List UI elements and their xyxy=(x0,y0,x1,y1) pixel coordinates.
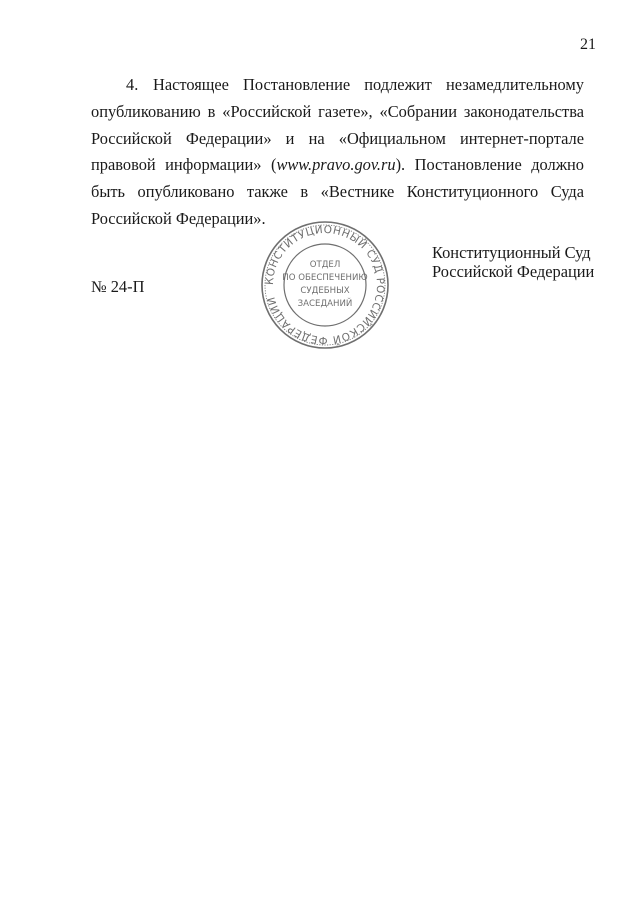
court-stamp-seal xyxy=(260,220,390,350)
stamp-inner-line-3: СУДЕБНЫХ xyxy=(300,286,350,296)
paragraph-text-start: Настоящее Постановление подлежит незамедлительному опубликованию в «Российской газете», «Собрании законодательства Российской Федерации» и на «Официальном интернет-портале правовой информации» ( xyxy=(91,75,584,175)
signature-line-2: Российской Федерации xyxy=(432,262,595,281)
signature-block xyxy=(432,243,594,281)
stamp-inner-line-2: ПО ОБЕСПЕЧЕНИЮ xyxy=(282,273,368,283)
decision-number: № 24-П xyxy=(91,277,145,296)
stamp-inner-line-1: ОТДЕЛ xyxy=(309,260,341,270)
stamp-outer-ring xyxy=(262,222,388,348)
signature-line-1: Конституционный Суд xyxy=(432,243,591,262)
page-number: 21 xyxy=(580,36,596,53)
stamp-outer-text: КОНСТИТУЦИОННЫЙ СУД РОССИЙСКОЙ ФЕДЕРАЦИИ xyxy=(263,223,387,347)
body-paragraph xyxy=(91,72,584,233)
website-url: www.pravo.gov.ru xyxy=(276,155,396,175)
paragraph-number: 4. xyxy=(126,75,139,94)
paragraph-text-end: ). Постановление должно быть опубликовано также в «Вестнике Конституционного Суда Российской Федерации». xyxy=(91,155,584,228)
stamp-inner-line-4: ЗАСЕДАНИЙ xyxy=(297,299,353,309)
stamp-inner-ring xyxy=(284,244,366,326)
